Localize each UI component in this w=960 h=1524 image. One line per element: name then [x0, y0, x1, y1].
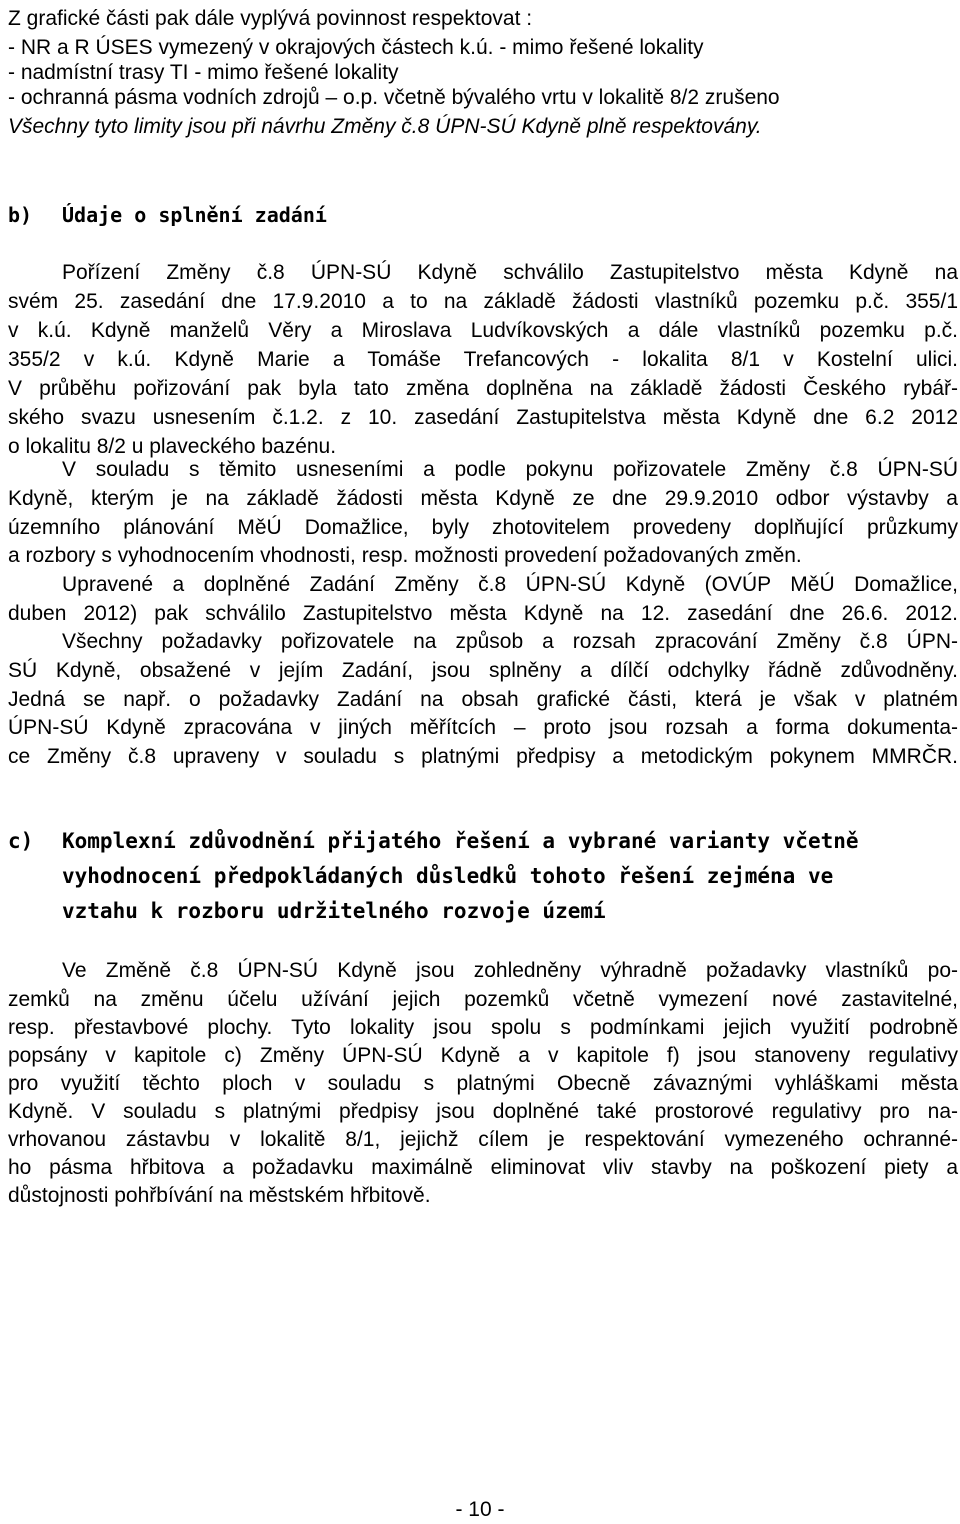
paragraph-line: Ve Změně č.8 ÚPN-SÚ Kdyně jsou zohledněny výhradně požadavky vlastníků po- [62, 959, 958, 982]
section-b-title: Údaje o splnění zadání [62, 203, 327, 227]
paragraph-line: V souladu s těmito usneseními a podle pokynu pořizovatele Změny č.8 ÚPN-SÚ [62, 458, 958, 481]
paragraph-line: Upravené a doplněné Zadání Změny č.8 ÚPN-SÚ Kdyně (OVÚP MěÚ Domažlice, [62, 573, 958, 596]
paragraph-line: ÚPN-SÚ Kdyně zpracována v jiných měřítcích – proto jsou rozsah a forma dokumenta- [8, 716, 958, 739]
section-c-title-line: Komplexní zdůvodnění přijatého řešení a vybrané varianty včetně [62, 829, 859, 853]
section-c-title-line: vztahu k rozboru udržitelného rozvoje území [62, 899, 606, 923]
paragraph-line: svém 25. zasedání dne 17.9.2010 a to na základě žádosti vlastníků pozemku p.č. 355/1 [8, 290, 958, 313]
section-c-letter: c) [8, 829, 34, 853]
intro-italic-line: Všechny tyto limity jsou při návrhu Změny č.8 ÚPN-SÚ Kdyně plně respektovány. [8, 115, 762, 138]
paragraph-line: Kdyně, kterým je na základě žádosti města Kdyně ze dne 29.9.2010 odbor výstavby a [8, 487, 958, 510]
paragraph-line: Jedná se např. o požadavky Zadání na obsah grafické části, která je však v platném [8, 688, 958, 711]
paragraph-line: ho pásma hřbitova a požadavku maximálně eliminovat vliv stavby na poškození piety a [8, 1156, 958, 1179]
paragraph-line: V průběhu pořizování pak byla tato změna doplněna na základě žádosti Českého rybář- [8, 377, 958, 400]
paragraph-line: v k.ú. Kdyně manželů Věry a Miroslava Ludvíkovských a dále vlastníků pozemku p.č. [8, 319, 958, 342]
paragraph-line: a rozbory s vyhodnocením vhodnosti, resp. možnosti provedení požadovaných změn. [8, 544, 802, 567]
section-c-title-line: vyhodnocení předpokládaných důsledků tohoto řešení zejména ve [62, 864, 834, 888]
paragraph-line: popsány v kapitole c) Změny ÚPN-SÚ Kdyně a v kapitole f) jsou stanoveny regulativy [8, 1044, 958, 1067]
paragraph-line: duben 2012) pak schválilo Zastupitelstvo města Kdyně na 12. zasedání dne 26.6. 2012. [8, 602, 958, 625]
intro-line: - NR a R ÚSES vymezený v okrajových částech k.ú. - mimo řešené lokality [8, 36, 704, 59]
paragraph-line: o lokalitu 8/2 u plaveckého bazénu. [8, 435, 337, 458]
paragraph-line: Pořízení Změny č.8 ÚPN-SÚ Kdyně schválilo Zastupitelstvo města Kdyně na [62, 261, 958, 284]
paragraph-line: územního plánování MěÚ Domažlice, byly zhotovitelem provedeny doplňující průzkumy [8, 516, 958, 539]
intro-line: - ochranná pásma vodních zdrojů – o.p. včetně bývalého vrtu v lokalitě 8/2 zrušeno [8, 86, 780, 109]
paragraph-line: ce Změny č.8 upraveny v souladu s platnými předpisy a metodickým pokynem MMRČR. [8, 745, 958, 768]
intro-line: Z grafické části pak dále vyplývá povinnost respektovat : [8, 7, 533, 30]
paragraph-line: SÚ Kdyně, obsažené v jejím Zadání, jsou splněny a dílčí odchylky řádně zdůvodněny. [8, 659, 958, 682]
section-b-letter: b) [8, 203, 33, 227]
paragraph-line: zemků na změnu účelu užívání jejich pozemků včetně vymezení nové zastavitelné, [8, 988, 958, 1011]
paragraph-line: Všechny požadavky pořizovatele na způsob a rozsah zpracování Změny č.8 ÚPN- [62, 630, 958, 653]
paragraph-line: pro využití těchto ploch v souladu s platnými Obecně závaznými vyhláškami města [8, 1072, 958, 1095]
paragraph-line: důstojnosti pohřbívání na městském hřbitově. [8, 1184, 431, 1207]
paragraph-line: ského svazu usnesením č.1.2. z 10. zasedání Zastupitelstva města Kdyně dne 6.2 2012 [8, 406, 958, 429]
page-number: - 10 - [455, 1498, 505, 1521]
paragraph-line: 355/2 v k.ú. Kdyně Marie a Tomáše Trefancových - lokalita 8/1 v Kostelní ulici. [8, 348, 958, 371]
paragraph-line: resp. přestavbové plochy. Tyto lokality jsou spolu s podmínkami jejich využití podrobně [8, 1016, 958, 1039]
paragraph-line: Kdyně. V souladu s platnými předpisy jsou doplněné také prostorové regulativy pro na- [8, 1100, 958, 1123]
intro-line: - nadmístní trasy TI - mimo řešené lokality [8, 61, 399, 84]
paragraph-line: vrhovanou zástavbu v lokalitě 8/1, jejichž cílem je respektování vymezeného ochranné- [8, 1128, 958, 1151]
